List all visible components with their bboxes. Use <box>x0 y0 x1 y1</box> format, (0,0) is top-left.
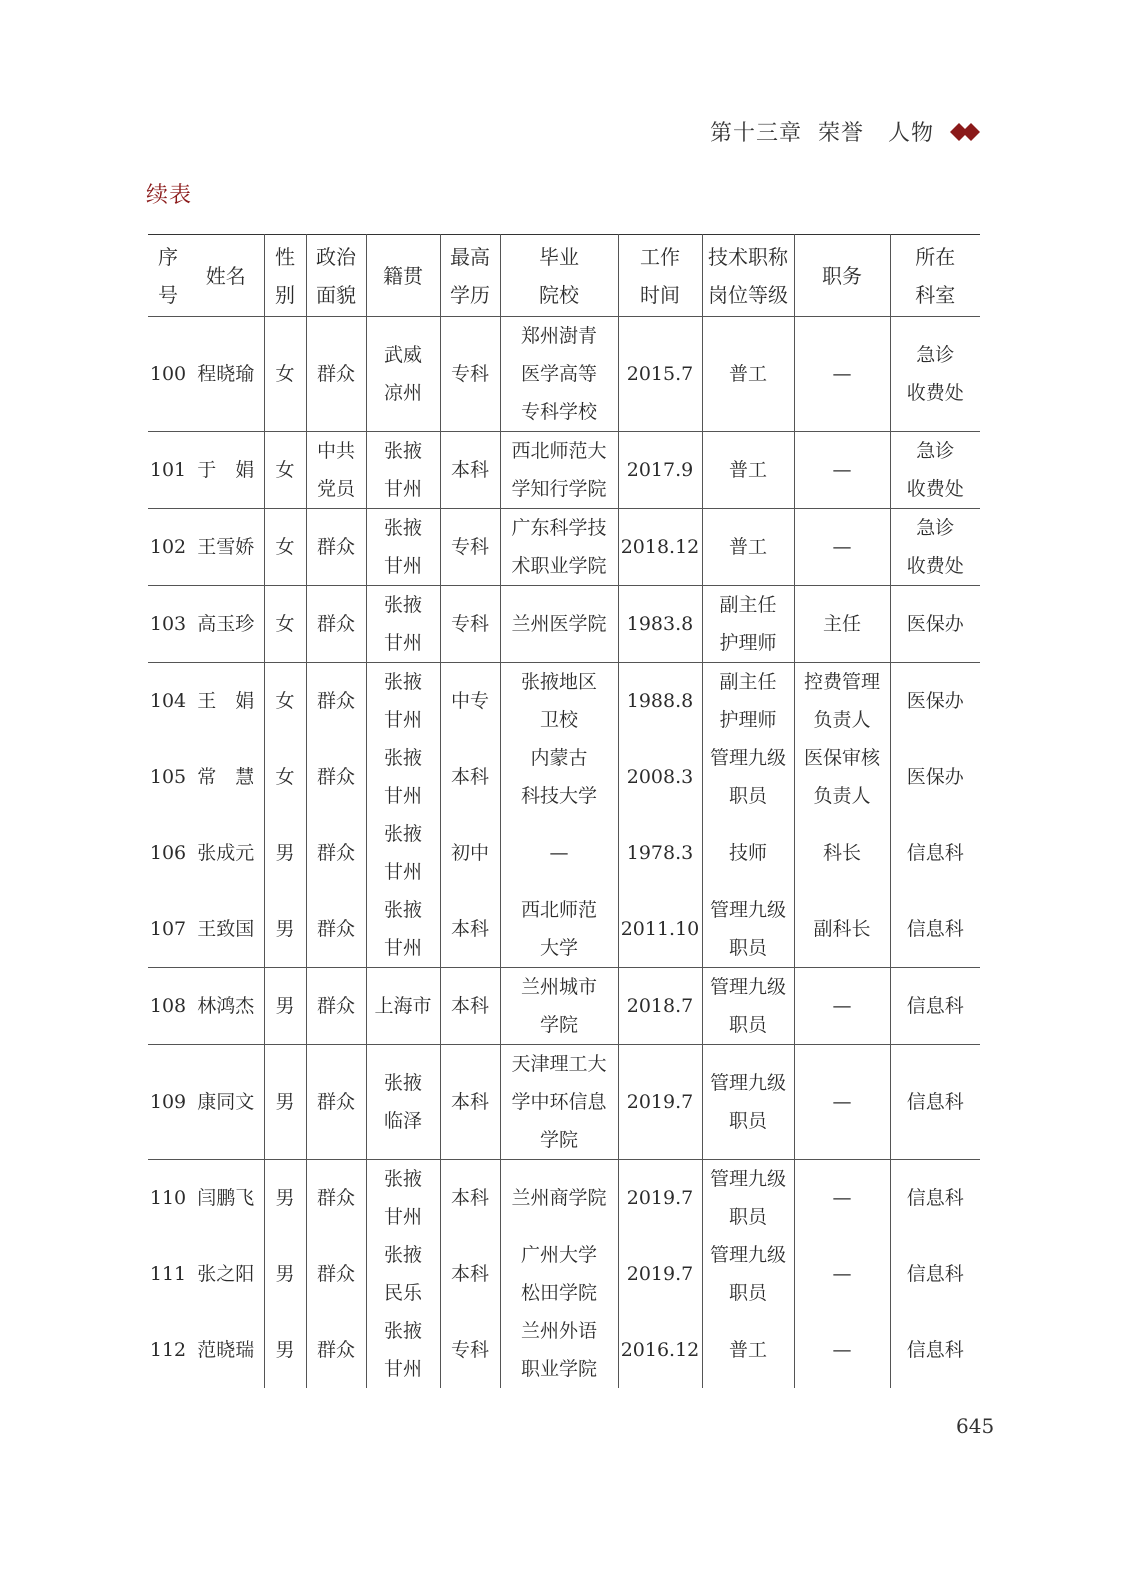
cell-no: 110 <box>148 1160 188 1237</box>
cell-origin: 张掖 临泽 <box>366 1045 440 1160</box>
cell-name: 张成元 <box>188 815 264 891</box>
col-header-education: 最高 学历 <box>440 235 500 317</box>
cell-department: 医保办 <box>890 739 980 815</box>
cell-title-grade: 技师 <box>702 815 794 891</box>
cell-start-date: 1978.3 <box>618 815 702 891</box>
cell-sex: 男 <box>264 1312 306 1388</box>
cell-title-grade: 管理九级 职员 <box>702 968 794 1045</box>
cell-position: — <box>794 1236 890 1312</box>
cell-position: — <box>794 1045 890 1160</box>
cell-name: 于 娟 <box>188 432 264 509</box>
table-row <box>148 1236 980 1312</box>
cell-title-grade: 副主任 护理师 <box>702 663 794 740</box>
cell-name: 康同文 <box>188 1045 264 1160</box>
cell-title-grade: 普工 <box>702 317 794 432</box>
cell-education: 本科 <box>440 1236 500 1312</box>
cell-title-grade: 管理九级 职员 <box>702 891 794 968</box>
cell-no: 104 <box>148 663 188 740</box>
table-row <box>148 1160 980 1237</box>
cell-start-date: 2018.12 <box>618 509 702 586</box>
cell-department: 信息科 <box>890 1045 980 1160</box>
cell-education: 专科 <box>440 509 500 586</box>
col-header-name: 姓名 <box>188 235 264 317</box>
cell-start-date: 2011.10 <box>618 891 702 968</box>
cell-no: 106 <box>149 842 187 864</box>
cell-department: 医保办 <box>890 663 980 740</box>
cell-school: 兰州外语 职业学院 <box>500 1312 618 1388</box>
cell-education: 本科 <box>440 968 500 1045</box>
cell-origin: 张掖 甘州 <box>366 1160 440 1237</box>
cell-school: 西北师范 大学 <box>500 891 618 968</box>
cell-no: 101 <box>148 432 188 509</box>
table-row <box>148 739 980 815</box>
col-header-no: 序 号 <box>148 235 188 317</box>
col-header-start-date: 工作 时间 <box>618 235 702 317</box>
cell-sex: 男 <box>264 1045 306 1160</box>
cell-title-grade: 普工 <box>702 1312 794 1388</box>
cell-no: 100 <box>149 363 187 385</box>
cell-no: 105 <box>149 766 187 788</box>
cell-education: 中专 <box>440 663 500 740</box>
cell-name: 张之阳 <box>188 1236 264 1312</box>
cell-sex: 男 <box>264 815 306 891</box>
cell-start-date: 2008.3 <box>618 739 702 815</box>
cell-origin: 张掖 甘州 <box>366 432 440 509</box>
cell-department: 急诊 收费处 <box>890 432 980 509</box>
cell-start-date: 2019.7 <box>618 1045 702 1160</box>
cell-department: 信息科 <box>890 1236 980 1312</box>
cell-department: 信息科 <box>890 1160 980 1237</box>
cell-department: 医保办 <box>890 586 980 663</box>
double-diamond-icon <box>950 122 982 142</box>
col-header-position: 职务 <box>794 235 890 317</box>
cell-education: 本科 <box>440 1045 500 1160</box>
cell-political: 群众 <box>306 968 366 1045</box>
cell-origin: 张掖 甘州 <box>366 509 440 586</box>
cell-education: 专科 <box>440 586 500 663</box>
table-row <box>148 891 980 968</box>
cell-political: 群众 <box>306 891 366 968</box>
cell-political: 群众 <box>306 1236 366 1312</box>
cell-school: 兰州城市 学院 <box>500 968 618 1045</box>
cell-no: 107 <box>149 918 187 940</box>
staff-table <box>148 234 980 1388</box>
cell-education: 专科 <box>440 317 500 432</box>
cell-origin: 张掖 民乐 <box>366 1236 440 1312</box>
chapter-label: 第十三章 <box>709 121 802 146</box>
cell-name: 常 慧 <box>188 739 264 815</box>
cell-name: 闫鹏飞 <box>188 1160 264 1237</box>
cell-no: 111 <box>149 1263 187 1285</box>
cell-position: — <box>794 509 890 586</box>
table-row <box>148 1045 980 1160</box>
cell-school: — <box>500 815 618 891</box>
table-row <box>148 317 980 432</box>
table-row <box>148 586 980 663</box>
cell-department: 信息科 <box>890 1312 980 1388</box>
cell-title-grade: 普工 <box>702 509 794 586</box>
cell-title-grade: 副主任 护理师 <box>702 586 794 663</box>
cell-position: 主任 <box>794 586 890 663</box>
cell-start-date: 1983.8 <box>618 586 702 663</box>
table-header-row <box>148 235 980 317</box>
cell-political: 群众 <box>306 815 366 891</box>
table-row <box>148 432 980 509</box>
table-subtitle: 续表 <box>146 183 193 208</box>
cell-start-date: 2017.9 <box>618 432 702 509</box>
section-label: 荣誉 <box>817 121 864 146</box>
cell-origin: 张掖 甘州 <box>366 663 440 740</box>
cell-name: 高玉珍 <box>188 586 264 663</box>
cell-no: 103 <box>148 586 188 663</box>
cell-title-grade: 管理九级 职员 <box>702 1045 794 1160</box>
cell-sex: 女 <box>264 739 306 815</box>
cell-sex: 女 <box>264 663 306 740</box>
cell-sex: 男 <box>264 1160 306 1237</box>
table-row <box>148 1312 980 1388</box>
cell-sex: 男 <box>264 891 306 968</box>
cell-sex: 女 <box>264 586 306 663</box>
cell-position: 控费管理 负责人 <box>794 663 890 740</box>
cell-education: 本科 <box>440 739 500 815</box>
cell-origin: 张掖 甘州 <box>366 586 440 663</box>
cell-start-date: 2019.7 <box>618 1236 702 1312</box>
cell-sex: 男 <box>264 1236 306 1312</box>
cell-name: 王雪娇 <box>188 509 264 586</box>
cell-position: — <box>794 1312 890 1388</box>
cell-position: — <box>794 432 890 509</box>
col-header-sex: 性 别 <box>264 235 306 317</box>
cell-education: 专科 <box>440 1312 500 1388</box>
cell-origin: 武威 凉州 <box>366 317 440 432</box>
cell-school: 张掖地区 卫校 <box>500 663 618 740</box>
cell-sex: 女 <box>264 432 306 509</box>
topic-label: 人物 <box>887 121 934 146</box>
cell-political: 群众 <box>306 1160 366 1237</box>
cell-political: 群众 <box>306 317 366 432</box>
cell-name: 王致国 <box>188 891 264 968</box>
cell-department: 信息科 <box>890 815 980 891</box>
col-header-school: 毕业 院校 <box>500 235 618 317</box>
cell-name: 程晓瑜 <box>188 317 264 432</box>
cell-department: 急诊 收费处 <box>890 317 980 432</box>
page-number: 645 <box>956 1414 995 1438</box>
cell-title-grade: 管理九级 职员 <box>702 1236 794 1312</box>
cell-department: 急诊 收费处 <box>890 509 980 586</box>
cell-position: 副科长 <box>794 891 890 968</box>
cell-school: 郑州澍青 医学高等 专科学校 <box>500 317 618 432</box>
cell-school: 内蒙古 科技大学 <box>500 739 618 815</box>
cell-education: 本科 <box>440 432 500 509</box>
cell-title-grade: 普工 <box>702 432 794 509</box>
cell-position: — <box>794 317 890 432</box>
cell-school: 兰州商学院 <box>500 1160 618 1237</box>
cell-name: 林鸿杰 <box>188 968 264 1045</box>
cell-no: 102 <box>148 509 188 586</box>
cell-title-grade: 管理九级 职员 <box>702 1160 794 1237</box>
cell-department: 信息科 <box>890 891 980 968</box>
cell-education: 本科 <box>440 891 500 968</box>
cell-department: 信息科 <box>890 968 980 1045</box>
cell-position: 医保审核 负责人 <box>794 739 890 815</box>
cell-start-date: 2018.7 <box>618 968 702 1045</box>
col-header-department: 所在 科室 <box>890 235 980 317</box>
cell-start-date: 2019.7 <box>618 1160 702 1237</box>
table-row <box>148 815 980 891</box>
cell-school: 广州大学 松田学院 <box>500 1236 618 1312</box>
cell-school: 兰州医学院 <box>500 586 618 663</box>
cell-political: 中共 党员 <box>306 432 366 509</box>
cell-sex: 女 <box>264 509 306 586</box>
table-row <box>148 509 980 586</box>
table-row <box>148 663 980 740</box>
col-header-origin: 籍贯 <box>366 235 440 317</box>
col-header-political: 政治 面貌 <box>306 235 366 317</box>
cell-start-date: 2016.12 <box>618 1312 702 1388</box>
cell-start-date: 1988.8 <box>618 663 702 740</box>
cell-political: 群众 <box>306 1312 366 1388</box>
cell-sex: 男 <box>264 968 306 1045</box>
cell-school: 西北师范大 学知行学院 <box>500 432 618 509</box>
cell-sex: 女 <box>264 317 306 432</box>
cell-origin: 上海市 <box>366 968 440 1045</box>
cell-title-grade: 管理九级 职员 <box>702 739 794 815</box>
cell-name: 范晓瑞 <box>188 1312 264 1388</box>
cell-origin: 张掖 甘州 <box>366 1312 440 1388</box>
cell-education: 初中 <box>440 815 500 891</box>
running-header <box>694 116 978 147</box>
col-header-title-grade: 技术职称 岗位等级 <box>702 235 794 317</box>
cell-no: 109 <box>148 1045 188 1160</box>
cell-no: 112 <box>149 1339 187 1361</box>
cell-political: 群众 <box>306 586 366 663</box>
cell-political: 群众 <box>306 663 366 740</box>
cell-political: 群众 <box>306 509 366 586</box>
cell-school: 天津理工大 学中环信息 学院 <box>500 1045 618 1160</box>
cell-no: 108 <box>148 968 188 1045</box>
cell-school: 广东科学技 术职业学院 <box>500 509 618 586</box>
cell-political: 群众 <box>306 1045 366 1160</box>
cell-origin: 张掖 甘州 <box>366 739 440 815</box>
cell-origin: 张掖 甘州 <box>366 815 440 891</box>
table-body <box>148 317 980 1389</box>
cell-start-date: 2015.7 <box>618 317 702 432</box>
cell-name: 王 娟 <box>188 663 264 740</box>
table-row <box>148 968 980 1045</box>
cell-political: 群众 <box>306 739 366 815</box>
cell-origin: 张掖 甘州 <box>366 891 440 968</box>
cell-position: — <box>794 968 890 1045</box>
cell-education: 本科 <box>440 1160 500 1237</box>
cell-position: 科长 <box>794 815 890 891</box>
cell-position: — <box>794 1160 890 1237</box>
